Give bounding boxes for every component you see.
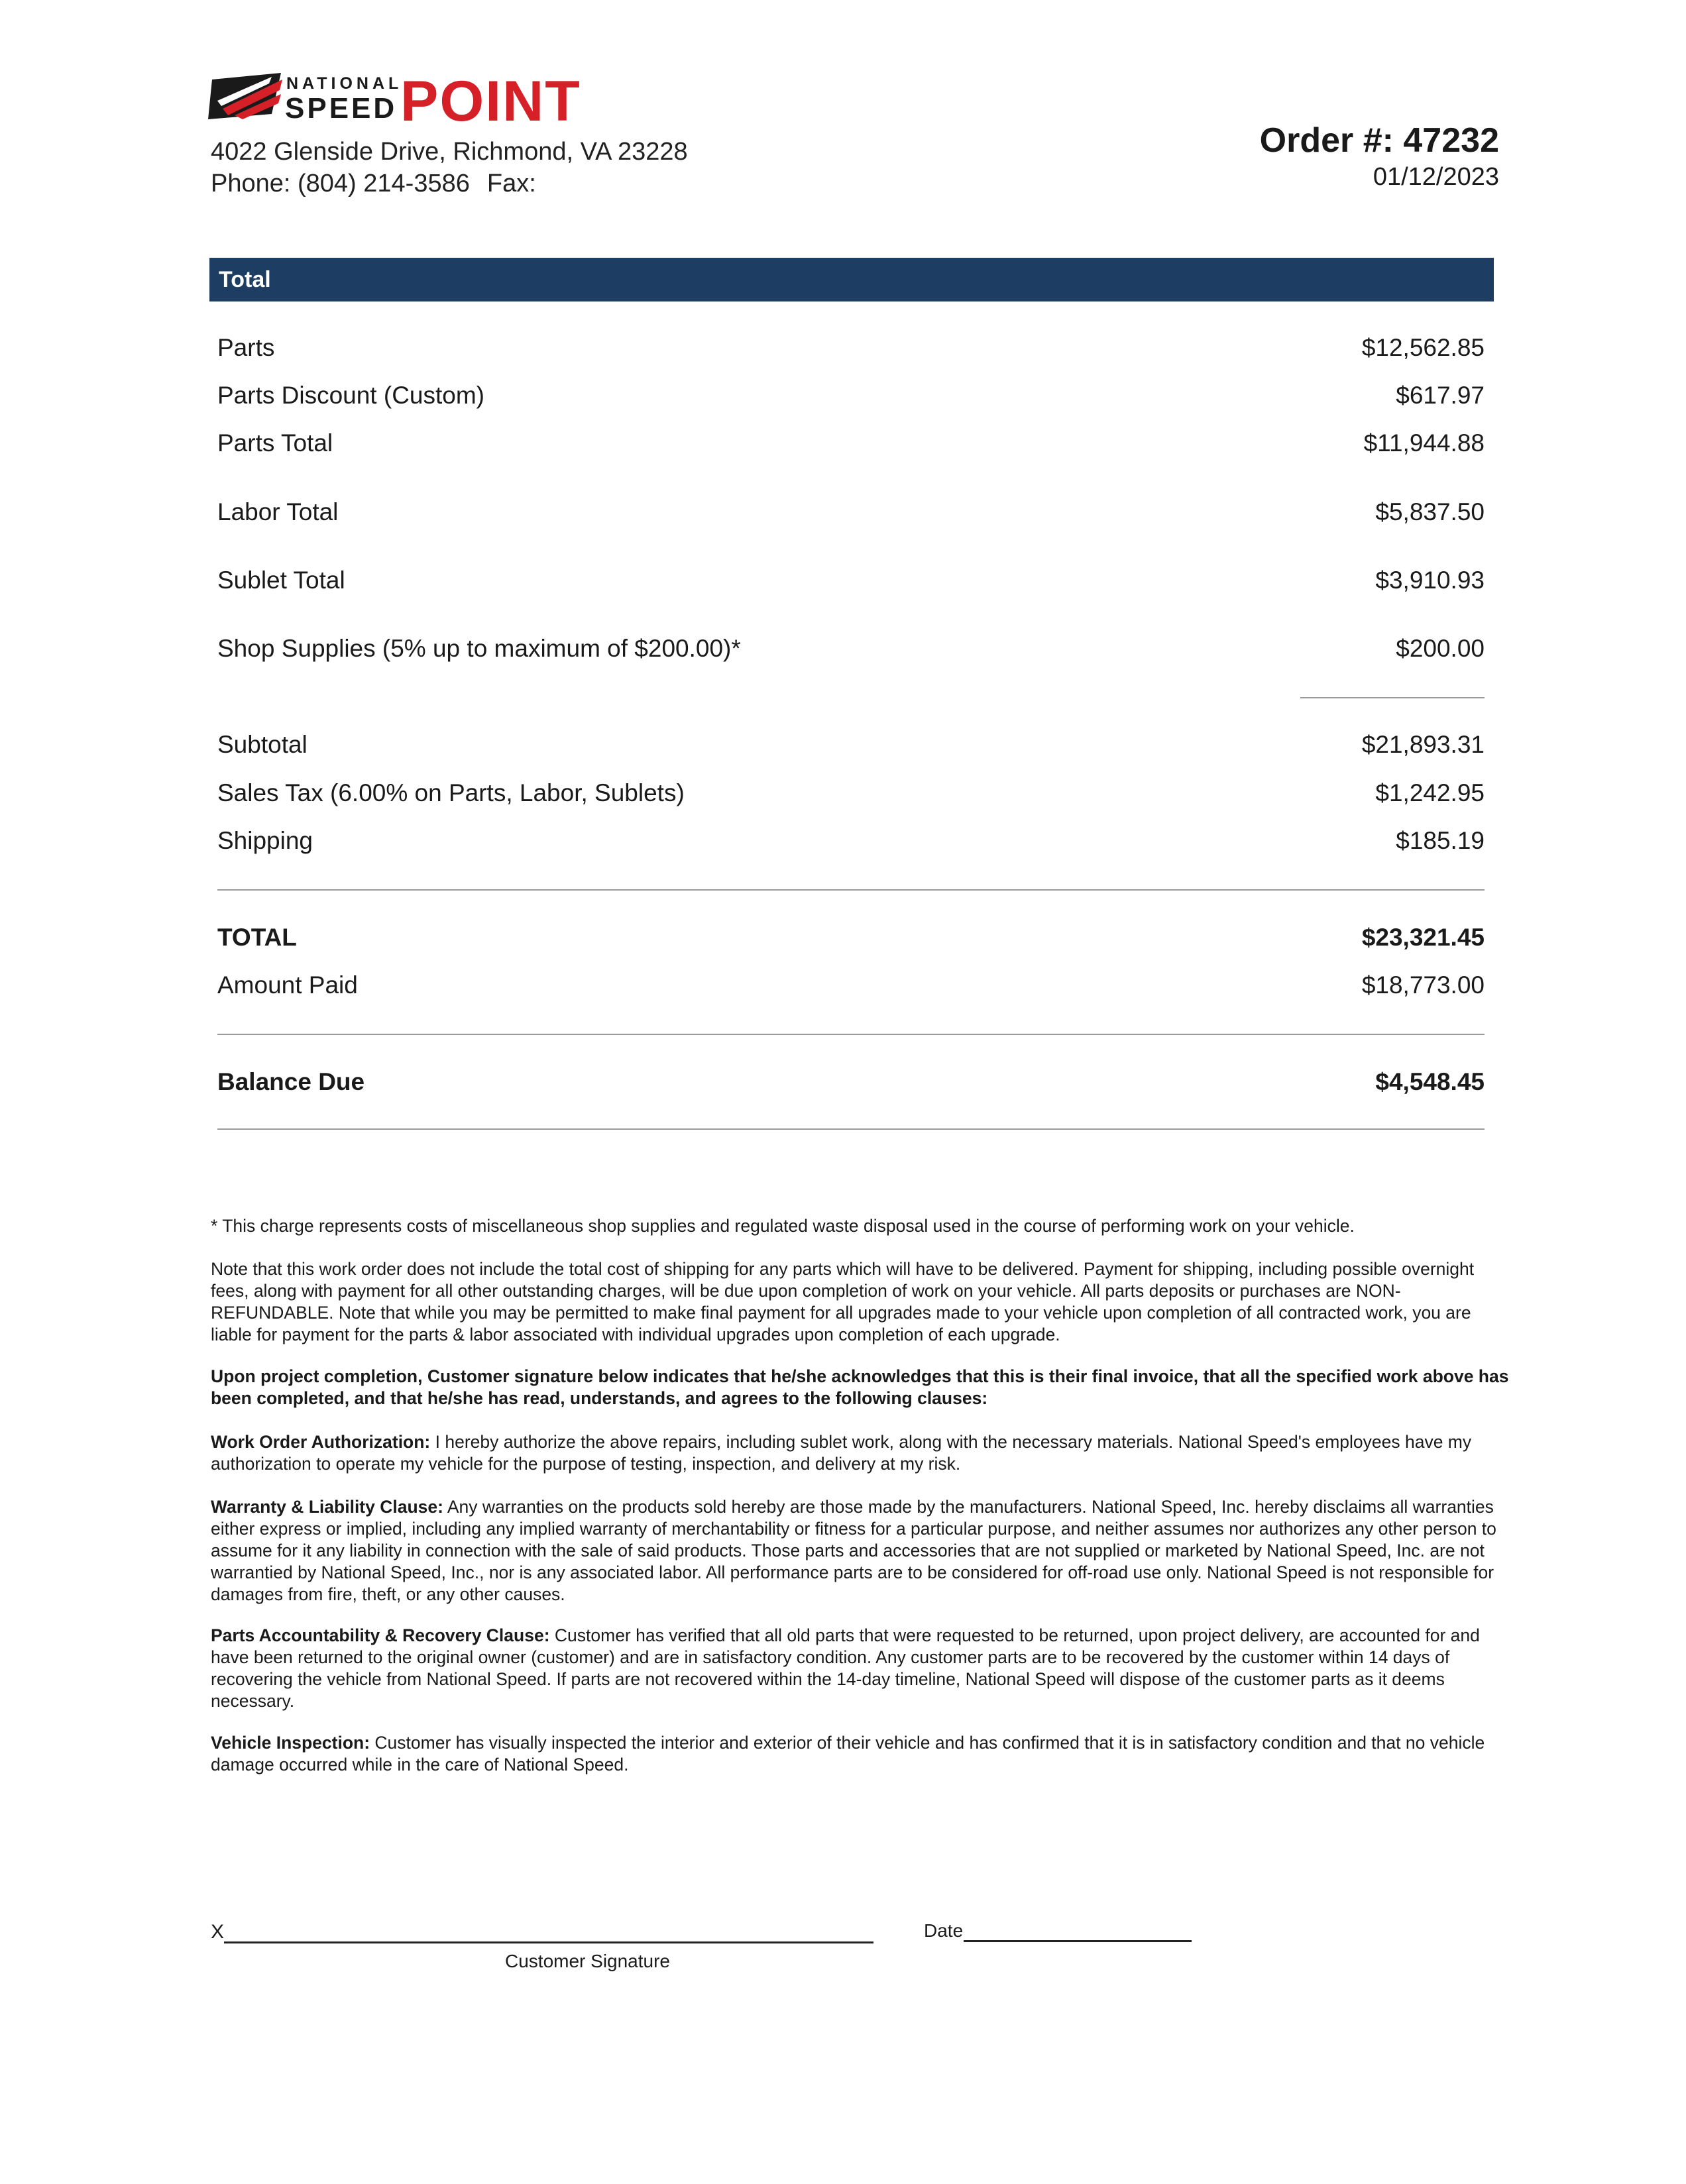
- row-value: $11,944.88: [1363, 429, 1485, 457]
- summary-row-sublet-total: [217, 565, 1485, 596]
- signature-caption: Customer Signature: [505, 1951, 671, 1971]
- row-value: $23,321.45: [1361, 924, 1485, 951]
- row-label: Parts Total: [217, 429, 333, 457]
- speed-stripes-icon: [208, 73, 282, 119]
- summary-row-parts: [217, 332, 1485, 364]
- logo-big-word: POINT: [400, 70, 581, 126]
- vehicle-inspection-clause: [211, 1732, 1510, 1776]
- summary-row-shop-supplies: [217, 633, 1485, 665]
- balance-bottom-divider: [217, 1128, 1485, 1130]
- row-label: Labor Total: [217, 498, 339, 525]
- shipping-note: Note that this work order does not include the total cost of shipping for any parts which will have to be delivered. Payment for shipping, including possible overnight fees, along with payment for all other outstanding charges, will be due upon completion of work on your vehicle. All parts deposits or purchases are NON-REFUNDABLE. Note that while you may be permitted to make final payment for all upgrades made to your vehicle upon completion of all contracted work, you are liable for payment for the parts & labor associated with individual upgrades upon completion of each upgrade.: [211, 1259, 1475, 1344]
- clause-text: Customer has verified that all old parts that were requested to be returned, upon project delivery, are accounted for and have been returned to the original owner (customer) and are in satisfactory condition. Any customer parts are to be recovered by the customer within 14 days of recovering the vehicle from National Speed. If parts are not recovered within the 14-day timeline, National Speed will dispose of the customer parts as it deems necessary.: [211, 1625, 1480, 1711]
- row-label: Sales Tax (6.00% on Parts, Labor, Sublets): [217, 779, 685, 806]
- summary-row-parts-total: [217, 427, 1485, 459]
- row-label: Subtotal: [217, 731, 308, 758]
- company-fax: Fax:: [486, 170, 536, 197]
- completion-statement: Upon project completion, Customer signature below indicates that he/she acknowledges that this is their final invoice, that all the specified work above has been completed, and that he/she has read, understands, and agrees to the following clauses:: [211, 1366, 1509, 1408]
- clause-text: I hereby authorize the above repairs, including sublet work, along with the necessary materials. National Speed's employees have my authorization to operate my vehicle for the purpose of testing, inspection, and delivery at my risk.: [211, 1432, 1472, 1474]
- balance-divider: [217, 1034, 1485, 1035]
- logo-top-word: NATIONAL: [286, 74, 403, 93]
- shop-supplies-note: * This charge represents costs of miscellaneous shop supplies and regulated waste disposal used in the course of performing work on your vehicle.: [211, 1216, 1355, 1236]
- summary-row-balance-due: [217, 1066, 1485, 1098]
- summary-row-shipping: [217, 825, 1485, 857]
- row-value: $5,837.50: [1375, 498, 1485, 525]
- total-divider: [217, 889, 1485, 891]
- section-header-total: Total: [209, 258, 1494, 301]
- clause-title: Warranty & Liability Clause:: [211, 1497, 443, 1517]
- row-value: $12,562.85: [1361, 334, 1485, 361]
- company-address-block: [211, 136, 688, 199]
- order-date: 01/12/2023: [1373, 163, 1499, 191]
- company-contact: [211, 168, 688, 199]
- summary-row-sales-tax: [217, 777, 1485, 809]
- summary-row-parts-discount: [217, 380, 1485, 411]
- summary-row-labor-total: [217, 496, 1485, 528]
- clause-title: Work Order Authorization:: [211, 1432, 431, 1452]
- row-value: $617.97: [1396, 382, 1485, 409]
- clause-text: Customer has visually inspected the interior and exterior of their vehicle and has confirmed that it is in satisfactory condition and that no vehicle damage occurred while in the care of National Speed.: [211, 1733, 1485, 1774]
- clause-text: Any warranties on the products sold hereby are those made by the manufacturers. National Speed, Inc. hereby disclaims all warranties either express or implied, including any implied warranty of merchantability or fitness for a particular purpose, and neither assumes nor authorizes any other person to assume for it any liability in connection with the sale of said products. Those parts and accessories that are not supplied or marketed by National Speed, Inc. are not warrantied by National Speed, Inc., nor is any associated labor. All performance parts are to be considered for off-road use only. National Speed is not responsible for damages from fire, theft, or any other causes.: [211, 1497, 1496, 1604]
- row-label: Shop Supplies (5% up to maximum of $200.00)*: [217, 635, 741, 662]
- row-value: $1,242.95: [1375, 779, 1485, 806]
- order-number: Order #: 47232: [1259, 121, 1499, 160]
- row-label: Balance Due: [217, 1068, 365, 1095]
- summary-row-amount-paid: [217, 969, 1485, 1001]
- date-label: Date: [924, 1920, 964, 1941]
- company-address: 4022 Glenside Drive, Richmond, VA 23228: [211, 138, 688, 166]
- clause-title: Parts Accountability & Recovery Clause:: [211, 1625, 550, 1645]
- parts-accountability-clause: [211, 1625, 1510, 1712]
- row-label: Sublet Total: [217, 567, 345, 594]
- summary-row-total: [217, 922, 1485, 954]
- subtotal-divider: [1300, 697, 1485, 698]
- row-value: $4,548.45: [1375, 1068, 1485, 1095]
- row-value: $21,893.31: [1361, 731, 1485, 758]
- row-label: Shipping: [217, 827, 313, 854]
- row-value: $3,910.93: [1375, 567, 1485, 594]
- signature-x-mark: X: [211, 1921, 225, 1943]
- row-label: Amount Paid: [217, 971, 358, 999]
- signature-line[interactable]: [224, 1941, 873, 1943]
- row-label: Parts Discount (Custom): [217, 382, 484, 409]
- row-value: $185.19: [1396, 827, 1485, 854]
- summary-row-subtotal: [217, 729, 1485, 761]
- work-order-clause: [211, 1431, 1510, 1475]
- logo-mid-word: SPEED: [285, 92, 398, 125]
- order-info: [1260, 119, 1499, 192]
- row-value: $200.00: [1396, 635, 1485, 662]
- company-logo: [208, 66, 592, 126]
- row-label: TOTAL: [217, 924, 297, 951]
- row-value: $18,773.00: [1361, 971, 1485, 999]
- row-label: Parts: [217, 334, 275, 361]
- clause-title: Vehicle Inspection:: [211, 1733, 370, 1753]
- company-phone: Phone: (804) 214-3586: [211, 170, 470, 197]
- date-line[interactable]: [964, 1940, 1192, 1942]
- warranty-clause: [211, 1496, 1510, 1606]
